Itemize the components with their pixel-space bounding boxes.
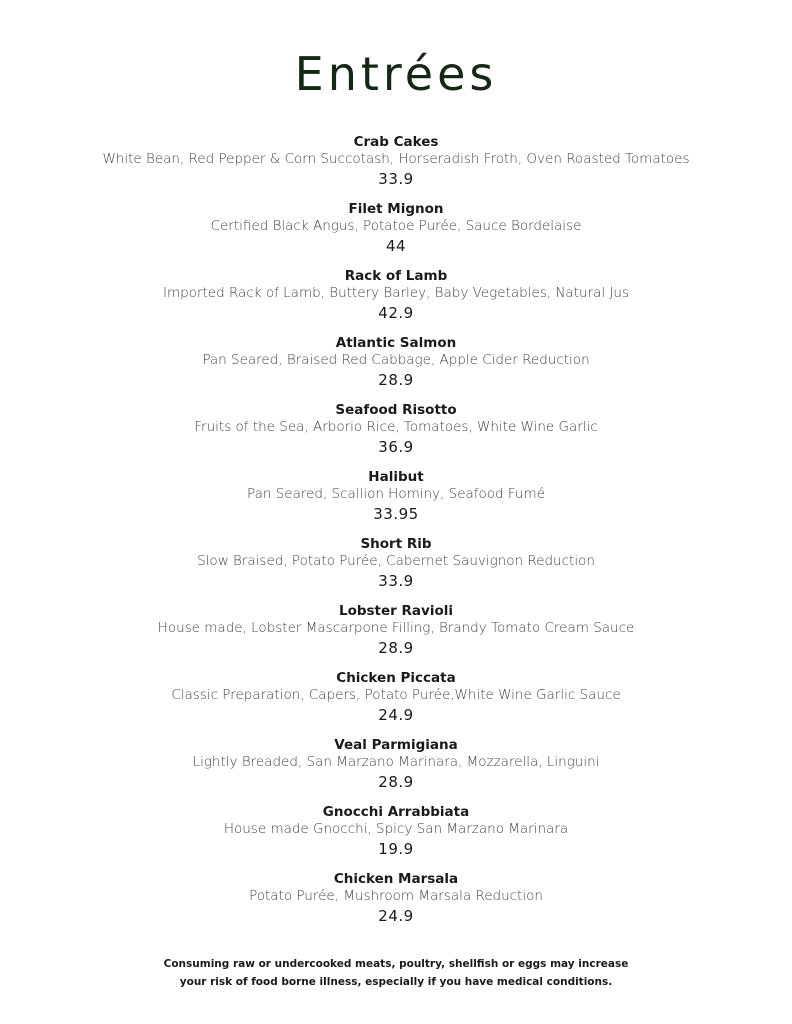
menu-item-chicken-piccata bbox=[0, 667, 792, 734]
item-name: Chicken Marsala bbox=[333, 871, 459, 887]
disclaimer-line: your risk of food borne illness, especially if you have medical conditions. bbox=[179, 976, 613, 988]
item-name: Crab Cakes bbox=[353, 134, 439, 150]
item-description: House made, Lobster Mascarpone Filling, Brandy Tomato Cream Sauce bbox=[157, 620, 635, 636]
item-description: Potato Purée, Mushroom Marsala Reduction bbox=[249, 888, 543, 904]
menu-item-seafood-risotto bbox=[0, 399, 792, 466]
menu-item-crab-cakes bbox=[0, 131, 792, 198]
item-name: Chicken Piccata bbox=[336, 670, 456, 686]
item-name: Lobster Ravioli bbox=[338, 603, 453, 619]
item-price: 33.9 bbox=[378, 170, 414, 188]
item-description: Lightly Breaded, San Marzano Marinara, Mozzarella, Linguini bbox=[192, 754, 600, 770]
menu-item-lobster-ravioli bbox=[0, 600, 792, 667]
item-name: Atlantic Salmon bbox=[335, 335, 457, 351]
menu-item-atlantic-salmon bbox=[0, 332, 792, 399]
disclaimer-line: Consuming raw or undercooked meats, poultry, shellfish or eggs may increase bbox=[163, 958, 629, 970]
item-name: Short Rib bbox=[360, 536, 432, 552]
item-name: Filet Mignon bbox=[348, 201, 444, 217]
item-name: Rack of Lamb bbox=[344, 268, 448, 284]
item-description: Classic Preparation, Capers, Potato Purée,White Wine Garlic Sauce bbox=[171, 687, 621, 703]
item-description: Pan Seared, Braised Red Cabbage, Apple Cider Reduction bbox=[202, 352, 590, 368]
item-description: Certified Black Angus, Potatoe Purée, Sauce Bordelaise bbox=[210, 218, 582, 234]
item-name: Halibut bbox=[368, 469, 424, 485]
item-description: House made Gnocchi, Spicy San Marzano Marinara bbox=[223, 821, 569, 837]
page-title: Entrées bbox=[294, 47, 498, 101]
item-description: Pan Seared, Scallion Hominy, Seafood Fumé bbox=[247, 486, 545, 502]
item-description: Slow Braised, Potato Purée, Cabernet Sauvignon Reduction bbox=[197, 553, 595, 569]
item-description: White Bean, Red Pepper & Corn Succotash, Horseradish Froth, Oven Roasted Tomatoes bbox=[102, 151, 690, 167]
item-price: 28.9 bbox=[378, 773, 414, 791]
food-safety-disclaimer bbox=[0, 955, 792, 991]
menu-item-gnocchi-arrabbiata bbox=[0, 801, 792, 868]
menu-item-rack-of-lamb bbox=[0, 265, 792, 332]
item-price: 33.95 bbox=[373, 505, 419, 523]
item-name: Gnocchi Arrabbiata bbox=[322, 804, 470, 820]
menu-item-filet-mignon bbox=[0, 198, 792, 265]
item-price: 24.9 bbox=[378, 706, 414, 724]
item-description: Fruits of the Sea, Arborio Rice, Tomatoes, White Wine Garlic bbox=[194, 419, 598, 435]
item-price: 28.9 bbox=[378, 371, 414, 389]
menu-item-veal-parmigiana bbox=[0, 734, 792, 801]
item-name: Veal Parmigiana bbox=[334, 737, 458, 753]
menu-item-halibut bbox=[0, 466, 792, 533]
item-price: 19.9 bbox=[378, 840, 414, 858]
item-price: 33.9 bbox=[378, 572, 414, 590]
item-description: Imported Rack of Lamb, Buttery Barley, Baby Vegetables, Natural Jus bbox=[163, 285, 629, 301]
menu-item-short-rib bbox=[0, 533, 792, 600]
entree-list bbox=[0, 131, 792, 935]
menu-item-chicken-marsala bbox=[0, 868, 792, 935]
item-price: 44 bbox=[385, 237, 407, 255]
item-price: 42.9 bbox=[378, 304, 414, 322]
item-name: Seafood Risotto bbox=[335, 402, 457, 418]
item-price: 36.9 bbox=[378, 438, 414, 456]
item-price: 24.9 bbox=[378, 907, 414, 925]
item-price: 28.9 bbox=[378, 639, 414, 657]
